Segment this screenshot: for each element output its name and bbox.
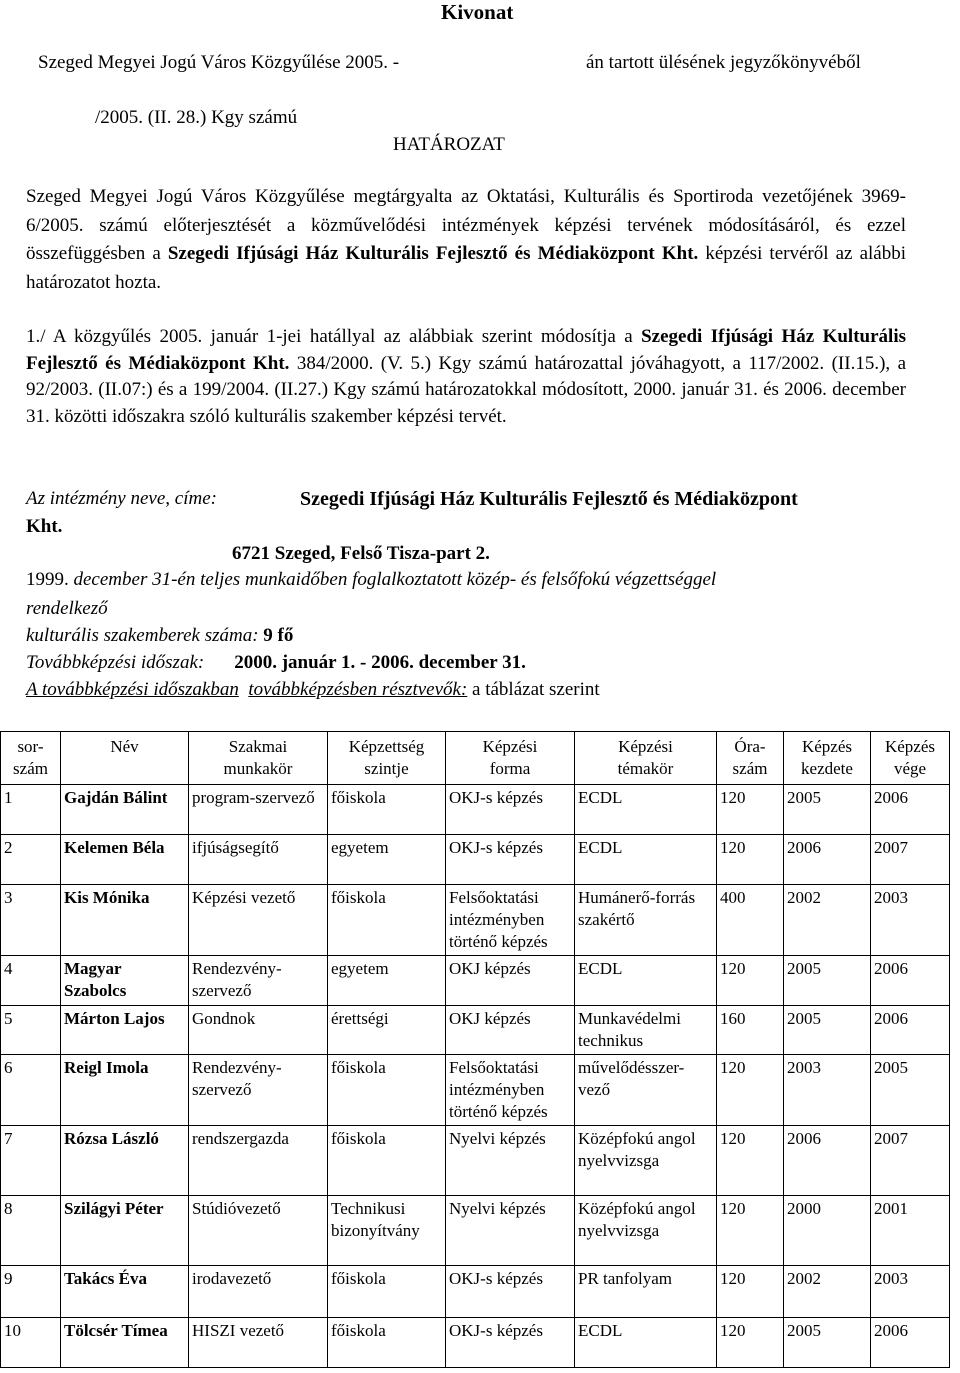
cell-job: Rendezvény-szervező: [189, 956, 328, 1006]
cell-job: Stúdióvezető: [189, 1196, 328, 1266]
cell-start: 2002: [784, 1266, 871, 1318]
col-header: Képzés kezdete: [784, 732, 871, 785]
cell-n: 5: [1, 1006, 61, 1055]
cell-topic: Középfokú angol nyelvvizsga: [575, 1126, 717, 1196]
cell-hours: 120: [717, 1318, 784, 1368]
cell-n: 7: [1, 1126, 61, 1196]
cell-start: 2000: [784, 1196, 871, 1266]
cell-job: ifjúságsegítő: [189, 835, 328, 885]
cell-hours: 120: [717, 1196, 784, 1266]
count-line: kulturális szakemberek száma: 9 fő: [26, 625, 294, 646]
col-header: Óra- szám: [717, 732, 784, 785]
cell-form: OKJ-s képzés: [446, 835, 575, 885]
cell-name: Magyar Szabolcs: [61, 956, 189, 1006]
cell-n: 10: [1, 1318, 61, 1368]
cell-topic: ECDL: [575, 785, 717, 835]
cell-start: 2005: [784, 1006, 871, 1055]
cell-topic: művelődésszer-vező: [575, 1055, 717, 1126]
col-header: Képzés vége: [871, 732, 950, 785]
cell-topic: PR tanfolyam: [575, 1266, 717, 1318]
cell-level: főiskola: [328, 1055, 446, 1126]
cell-n: 4: [1, 956, 61, 1006]
col-header: Képzési témakör: [575, 732, 717, 785]
cell-name: Szilágyi Péter: [61, 1196, 189, 1266]
cell-end: 2006: [871, 956, 950, 1006]
institution-label: Az intézmény neve, címe:: [26, 488, 217, 509]
cell-level: főiskola: [328, 1126, 446, 1196]
cell-n: 8: [1, 1196, 61, 1266]
cell-job: Gondnok: [189, 1006, 328, 1055]
resolution-number: /2005. (II. 28.) Kgy számú: [95, 107, 298, 128]
cell-level: egyetem: [328, 835, 446, 885]
cell-end: 2006: [871, 785, 950, 835]
cell-level: érettségi: [328, 1006, 446, 1055]
cell-job: rendszergazda: [189, 1126, 328, 1196]
period-line: Továbbképzési időszak: 2000. január 1. - 2006. december 31.: [26, 652, 526, 673]
cell-hours: 400: [717, 885, 784, 956]
col-header: Név: [61, 732, 189, 785]
resolution-heading: HATÁROZAT: [393, 134, 505, 155]
cell-start: 2005: [784, 956, 871, 1006]
cell-n: 6: [1, 1055, 61, 1126]
cell-end: 2007: [871, 1126, 950, 1196]
session-line-right: án tartott ülésének jegyzőkönyvéből: [586, 52, 861, 73]
cell-hours: 120: [717, 785, 784, 835]
cell-start: 2006: [784, 835, 871, 885]
cell-start: 2002: [784, 885, 871, 956]
table-row: [1, 956, 950, 1006]
cell-n: 2: [1, 835, 61, 885]
col-header: sor- szám: [1, 732, 61, 785]
cell-topic: Munkavédelmi technikus: [575, 1006, 717, 1055]
cell-topic: Humánerő-forrás szakértő: [575, 885, 717, 956]
cell-name: Gajdán Bálint: [61, 785, 189, 835]
cell-n: 1: [1, 785, 61, 835]
cell-topic: ECDL: [575, 956, 717, 1006]
cell-level: főiskola: [328, 885, 446, 956]
cell-level: egyetem: [328, 956, 446, 1006]
cell-job: HISZI vezető: [189, 1318, 328, 1368]
table-row: [1, 1055, 950, 1126]
table-row: [1, 1196, 950, 1266]
cell-name: Takács Éva: [61, 1266, 189, 1318]
table-row: [1, 1318, 950, 1368]
employed-line: 1999. december 31-én teljes munkaidőben foglalkoztatott közép- és felsőfokú végzettséggel: [26, 569, 717, 590]
cell-end: 2006: [871, 1318, 950, 1368]
cell-topic: ECDL: [575, 835, 717, 885]
cell-start: 2003: [784, 1055, 871, 1126]
table-header-row: [1, 732, 950, 785]
cell-hours: 120: [717, 1055, 784, 1126]
cell-form: OKJ-s képzés: [446, 785, 575, 835]
cell-name: Tölcsér Tímea: [61, 1318, 189, 1368]
cell-hours: 160: [717, 1006, 784, 1055]
cell-job: program-szervező: [189, 785, 328, 835]
cell-form: Nyelvi képzés: [446, 1126, 575, 1196]
document-title: Kivonat: [441, 0, 514, 24]
table-row: [1, 885, 950, 956]
cell-end: 2007: [871, 835, 950, 885]
table-row: [1, 1266, 950, 1318]
cell-form: Nyelvi képzés: [446, 1196, 575, 1266]
cell-hours: 120: [717, 956, 784, 1006]
col-header: Képzési forma: [446, 732, 575, 785]
employed-line-2: rendelkező: [26, 598, 108, 619]
cell-end: 2006: [871, 1006, 950, 1055]
institution-name: Szegedi Ifjúsági Ház Kulturális Fejlesztő és Médiaközpont: [300, 488, 798, 510]
cell-hours: 120: [717, 1126, 784, 1196]
cell-form: OKJ képzés: [446, 956, 575, 1006]
participants-line: A továbbképzési időszakban továbbképzésben résztvevők: a táblázat szerint: [26, 679, 600, 700]
table-row: [1, 1006, 950, 1055]
cell-job: Rendezvény-szervező: [189, 1055, 328, 1126]
training-table: [0, 731, 950, 1368]
cell-level: Technikusi bizonyítvány: [328, 1196, 446, 1266]
cell-hours: 120: [717, 835, 784, 885]
cell-job: irodavezető: [189, 1266, 328, 1318]
cell-form: OKJ-s képzés: [446, 1318, 575, 1368]
cell-start: 2005: [784, 1318, 871, 1368]
cell-name: Reigl Imola: [61, 1055, 189, 1126]
cell-n: 3: [1, 885, 61, 956]
cell-end: 2003: [871, 1266, 950, 1318]
intro-paragraph: Szeged Megyei Jogú Város Közgyűlése megtárgyalta az Oktatási, Kulturális és Sportiroda vezetőjének 3969-6/2005. számú előterjesztését a közművelődési intézmények képzési tervének módosításáról, és ezzel összefüggésben a Szegedi Ifjúsági Ház Kulturális Fejlesztő és Médiaközpont Kht. képzési tervéről az alábbi határozatot hozta.: [26, 186, 906, 293]
col-header: Képzettség szintje: [328, 732, 446, 785]
cell-topic: ECDL: [575, 1318, 717, 1368]
cell-form: OKJ-s képzés: [446, 1266, 575, 1318]
cell-name: Kis Mónika: [61, 885, 189, 956]
cell-end: 2003: [871, 885, 950, 956]
cell-name: Rózsa László: [61, 1126, 189, 1196]
institution-name-cont: Kht.: [26, 516, 63, 537]
cell-start: 2006: [784, 1126, 871, 1196]
cell-name: Kelemen Béla: [61, 835, 189, 885]
table-row: [1, 785, 950, 835]
cell-form: OKJ képzés: [446, 1006, 575, 1055]
cell-level: főiskola: [328, 1266, 446, 1318]
institution-address: 6721 Szeged, Felső Tisza-part 2.: [232, 543, 490, 564]
table-row: [1, 835, 950, 885]
resolution-item: 1./ A közgyűlés 2005. január 1-jei hatállyal az alábbiak szerint módosítja a Szegedi Ifjúsági Ház Kulturális Fejlesztő és Médiaközpont Kht. 384/2000. (V. 5.) Kgy számú határozattal jóváhagyott, a 117/2002. (II.15.), a 92/2003. (II.07:) és a 199/2004. (II.27.) Kgy számú határozatokkal módosított, 2000. január 31. és 2006. december 31. közötti időszakra szóló kulturális szakember képzési tervét.: [26, 326, 906, 427]
cell-topic: Középfokú angol nyelvvizsga: [575, 1196, 717, 1266]
session-line-left: Szeged Megyei Jogú Város Közgyűlése 2005. -: [38, 52, 400, 73]
cell-n: 9: [1, 1266, 61, 1318]
cell-job: Képzési vezető: [189, 885, 328, 956]
cell-form: Felsőoktatási intézményben történő képzés: [446, 885, 575, 956]
cell-hours: 120: [717, 1266, 784, 1318]
cell-name: Márton Lajos: [61, 1006, 189, 1055]
cell-start: 2005: [784, 785, 871, 835]
cell-level: főiskola: [328, 785, 446, 835]
cell-level: főiskola: [328, 1318, 446, 1368]
cell-form: Felsőoktatási intézményben történő képzés: [446, 1055, 575, 1126]
cell-end: 2001: [871, 1196, 950, 1266]
cell-end: 2005: [871, 1055, 950, 1126]
table-row: [1, 1126, 950, 1196]
col-header: Szakmai munkakör: [189, 732, 328, 785]
